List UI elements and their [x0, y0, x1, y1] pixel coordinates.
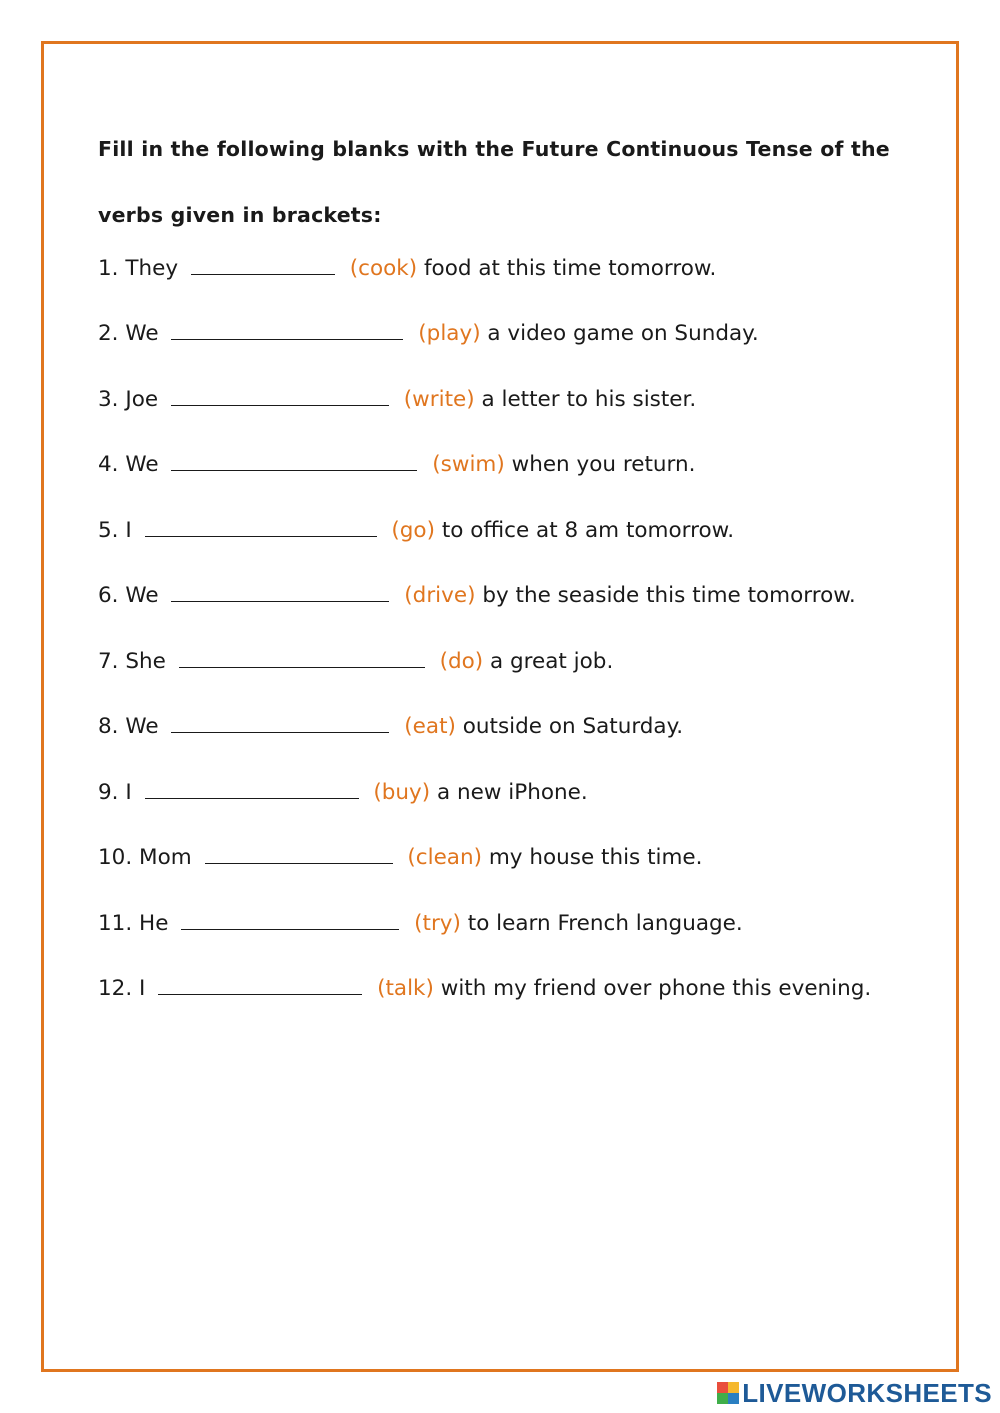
- item-number: 1.: [98, 256, 119, 281]
- item-subject: I: [139, 976, 146, 1001]
- exercise-item: [98, 841, 703, 875]
- item-text: with my friend over phone this evening.: [440, 976, 872, 1001]
- item-subject: They: [125, 256, 179, 281]
- exercise-item: [98, 972, 871, 1006]
- item-text: a new iPhone.: [437, 780, 588, 805]
- answer-blank[interactable]: [158, 972, 362, 995]
- instructions: Fill in the following blanks with the Future Continuous Tense of the verbs given in brackets:: [98, 137, 890, 227]
- item-verb: (go): [391, 518, 435, 543]
- liveworksheets-brand: [717, 1378, 992, 1408]
- item-text: a video game on Sunday.: [487, 321, 759, 346]
- exercise-item: [98, 710, 683, 744]
- item-text: a great job.: [489, 649, 614, 674]
- exercise-item: [98, 776, 588, 810]
- item-subject: We: [125, 583, 159, 608]
- exercise-item: [98, 514, 734, 548]
- item-verb: (eat): [404, 714, 456, 739]
- item-text: by the seaside this time tomorrow.: [482, 583, 856, 608]
- liveworksheets-logo-icon: [717, 1382, 739, 1404]
- item-verb: (try): [414, 911, 461, 936]
- item-number: 5.: [98, 518, 119, 543]
- item-text: my house this time.: [488, 845, 703, 870]
- item-number: 9.: [98, 780, 119, 805]
- answer-blank[interactable]: [191, 252, 335, 275]
- item-verb: (talk): [377, 976, 434, 1001]
- item-verb: (do): [439, 649, 484, 674]
- answer-blank[interactable]: [171, 383, 389, 406]
- exercise-item: [98, 317, 759, 351]
- item-verb: (drive): [404, 583, 476, 608]
- item-number: 2.: [98, 321, 119, 346]
- item-number: 11.: [98, 911, 133, 936]
- item-subject: We: [125, 714, 159, 739]
- exercise-item: [98, 448, 695, 482]
- item-verb: (play): [418, 321, 481, 346]
- item-number: 4.: [98, 452, 119, 477]
- answer-blank[interactable]: [171, 579, 389, 602]
- item-subject: Mom: [139, 845, 192, 870]
- answer-blank[interactable]: [145, 514, 377, 537]
- item-text: food at this time tomorrow.: [423, 256, 717, 281]
- answer-blank[interactable]: [171, 317, 403, 340]
- item-subject: Joe: [125, 387, 159, 412]
- item-number: 8.: [98, 714, 119, 739]
- item-subject: I: [125, 518, 132, 543]
- exercise-item: [98, 645, 613, 679]
- item-text: outside on Saturday.: [462, 714, 684, 739]
- answer-blank[interactable]: [171, 710, 389, 733]
- item-number: 3.: [98, 387, 119, 412]
- item-verb: (buy): [373, 780, 431, 805]
- exercise-item: [98, 579, 856, 613]
- brand-name: LIVEWORKSHEETS: [742, 1377, 992, 1408]
- item-number: 12.: [98, 976, 133, 1001]
- item-text: a letter to his sister.: [481, 387, 697, 412]
- item-verb: (swim): [432, 452, 505, 477]
- item-subject: We: [125, 321, 159, 346]
- exercise-item: [98, 907, 743, 941]
- item-subject: I: [125, 780, 132, 805]
- exercise-item: [98, 383, 696, 417]
- item-number: 10.: [98, 845, 133, 870]
- item-subject: We: [125, 452, 159, 477]
- item-text: to learn French language.: [467, 911, 743, 936]
- answer-blank[interactable]: [145, 776, 359, 799]
- item-verb: (clean): [407, 845, 482, 870]
- answer-blank[interactable]: [205, 841, 393, 864]
- answer-blank[interactable]: [171, 448, 417, 471]
- answer-blank[interactable]: [181, 907, 399, 930]
- item-verb: (cook): [349, 256, 418, 281]
- item-text: when you return.: [511, 452, 696, 477]
- item-text: to office at 8 am tomorrow.: [441, 518, 735, 543]
- item-subject: He: [139, 911, 169, 936]
- item-number: 7.: [98, 649, 119, 674]
- item-subject: She: [125, 649, 166, 674]
- item-verb: (write): [403, 387, 475, 412]
- exercise-item: [98, 252, 716, 286]
- answer-blank[interactable]: [179, 645, 425, 668]
- item-number: 6.: [98, 583, 119, 608]
